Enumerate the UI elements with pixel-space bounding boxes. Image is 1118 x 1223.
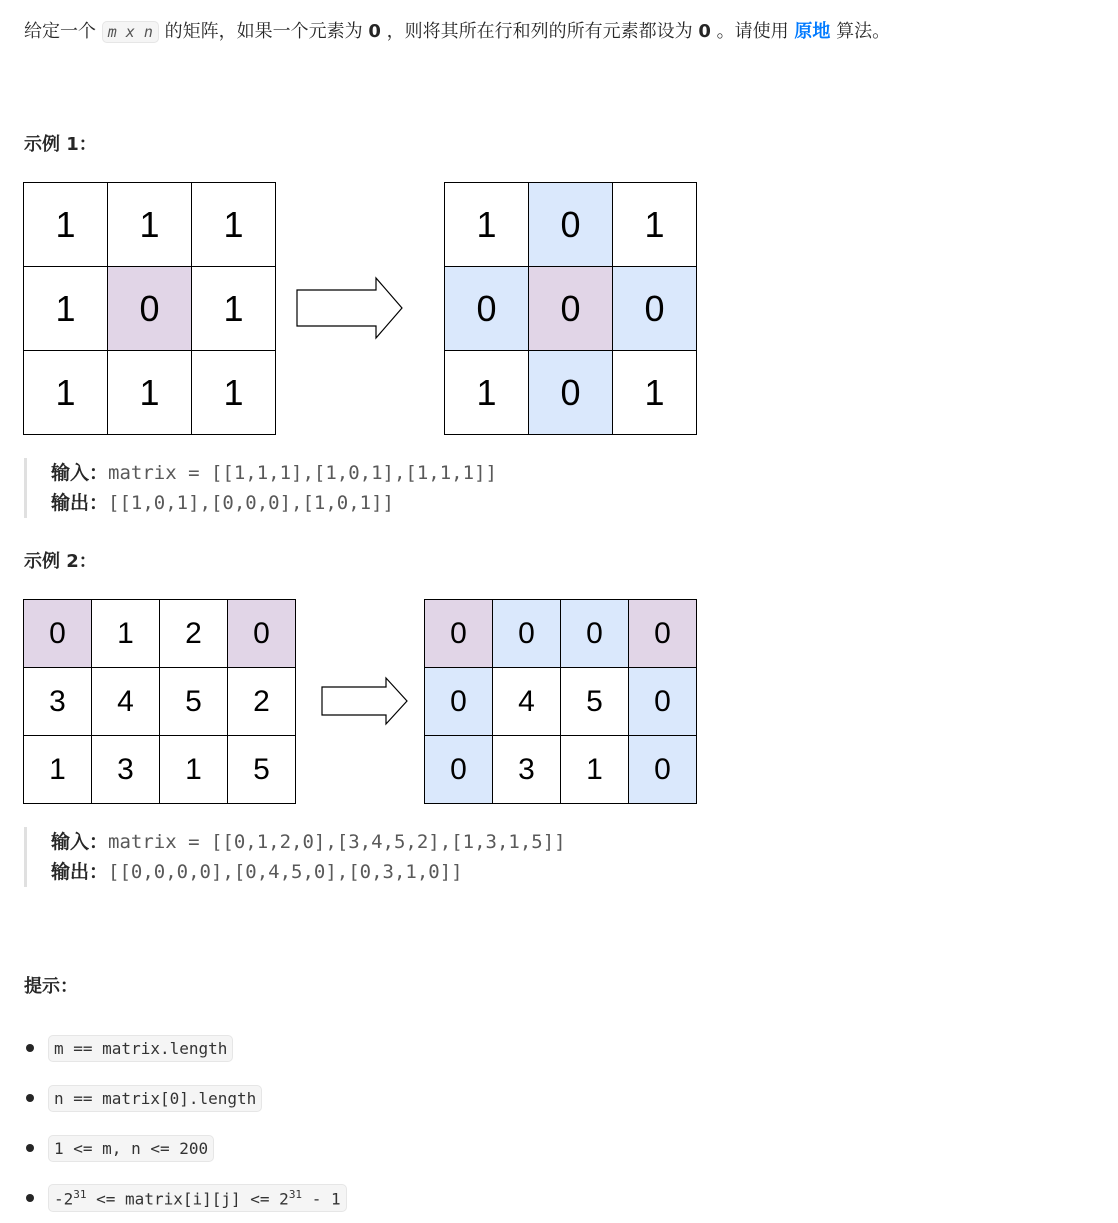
output-label: 输出： <box>51 492 109 514</box>
zero-cell: 0 <box>24 600 92 668</box>
matrix-cell: 1 <box>24 351 108 435</box>
intro-text-2: 的矩阵，如果一个元素为 <box>164 21 363 42</box>
example-1-after-matrix <box>444 182 697 435</box>
zero-cell: 0 <box>629 600 697 668</box>
matrix-cell: 1 <box>613 351 697 435</box>
matrix-cell: 1 <box>561 736 629 804</box>
example-1-title: 示例 1： <box>24 134 97 155</box>
output-value: [[0,0,0,0],[0,4,5,0],[0,3,1,0]] <box>108 861 463 883</box>
list-item <box>24 1073 347 1123</box>
input-value: matrix = [[1,1,1],[1,0,1],[1,1,1]] <box>108 462 497 484</box>
affected-cell: 0 <box>529 351 613 435</box>
affected-cell: 0 <box>425 668 493 736</box>
matrix-cell: 1 <box>445 183 529 267</box>
zero-cell: 0 <box>425 600 493 668</box>
intro-text-3: ，则将其所在行和列的所有元素都设为 <box>386 21 693 42</box>
constraint-exponent: 31 <box>73 1187 87 1201</box>
input-label: 输入： <box>51 831 109 853</box>
intro-text-5: 算法。 <box>836 21 891 42</box>
in-place-link[interactable]: 原地 <box>794 21 831 42</box>
matrix-cell: 1 <box>445 351 529 435</box>
constraint-code: 1 <= m, n <= 200 <box>48 1135 214 1162</box>
matrix-cell: 1 <box>24 183 108 267</box>
constraints-list <box>24 1023 347 1223</box>
matrix-cell: 2 <box>160 600 228 668</box>
matrix-cell: 5 <box>160 668 228 736</box>
right-arrow-icon <box>320 676 410 726</box>
constraint-middle: <= matrix[i][j] <= 2 <box>86 1189 289 1209</box>
zero-bold-1: 0 <box>368 21 381 42</box>
intro-text-4: 。请使用 <box>716 21 789 42</box>
affected-cell: 0 <box>629 668 697 736</box>
matrix-cell: 3 <box>92 736 160 804</box>
zero-bold-2: 0 <box>698 21 711 42</box>
matrix-cell: 4 <box>92 668 160 736</box>
affected-cell: 0 <box>425 736 493 804</box>
constraint-code: n == matrix[0].length <box>48 1085 262 1112</box>
example-2-title: 示例 2： <box>24 551 97 572</box>
matrix-cell: 1 <box>24 736 92 804</box>
affected-cell: 0 <box>629 736 697 804</box>
matrix-cell: 1 <box>192 267 276 351</box>
affected-cell: 0 <box>561 600 629 668</box>
matrix-cell: 3 <box>24 668 92 736</box>
bullet-icon <box>26 1194 34 1202</box>
example-2-before-matrix <box>23 599 296 804</box>
matrix-cell: 1 <box>108 183 192 267</box>
constraint-code: m == matrix.length <box>48 1035 233 1062</box>
output-value: [[1,0,1],[0,0,0],[1,0,1]] <box>108 492 394 514</box>
constraint-end: - 1 <box>302 1189 341 1209</box>
problem-description <box>24 18 890 46</box>
constraint-code <box>48 1184 347 1212</box>
example-1-before-matrix <box>23 182 276 435</box>
matrix-cell: 1 <box>108 351 192 435</box>
zero-cell: 0 <box>529 267 613 351</box>
zero-cell: 0 <box>108 267 192 351</box>
matrix-cell: 1 <box>192 183 276 267</box>
bullet-icon <box>26 1044 34 1052</box>
hints-title: 提示： <box>24 976 78 997</box>
matrix-cell: 1 <box>160 736 228 804</box>
output-label: 输出： <box>51 861 109 883</box>
example-2-after-matrix <box>424 599 697 804</box>
list-item <box>24 1123 347 1173</box>
affected-cell: 0 <box>613 267 697 351</box>
affected-cell: 0 <box>529 183 613 267</box>
example-1-io <box>24 458 497 518</box>
matrix-cell: 5 <box>561 668 629 736</box>
affected-cell: 0 <box>445 267 529 351</box>
example-2-io <box>24 827 566 887</box>
intro-text-1: 给定一个 <box>24 21 96 42</box>
matrix-cell: 2 <box>228 668 296 736</box>
zero-cell: 0 <box>228 600 296 668</box>
bullet-icon <box>26 1094 34 1102</box>
matrix-size-code: m x n <box>102 21 159 43</box>
affected-cell: 0 <box>493 600 561 668</box>
right-arrow-icon <box>295 276 405 340</box>
matrix-cell: 4 <box>493 668 561 736</box>
list-item <box>24 1023 347 1073</box>
list-item <box>24 1173 347 1223</box>
bullet-icon <box>26 1144 34 1152</box>
constraint-exponent: 31 <box>288 1187 303 1201</box>
matrix-cell: 5 <box>228 736 296 804</box>
input-value: matrix = [[0,1,2,0],[3,4,5,2],[1,3,1,5]] <box>108 831 566 853</box>
matrix-cell: 3 <box>493 736 561 804</box>
constraint-base: -2 <box>54 1189 74 1209</box>
matrix-cell: 1 <box>192 351 276 435</box>
input-label: 输入： <box>51 462 109 484</box>
matrix-cell: 1 <box>92 600 160 668</box>
matrix-cell: 1 <box>613 183 697 267</box>
matrix-cell: 1 <box>24 267 108 351</box>
